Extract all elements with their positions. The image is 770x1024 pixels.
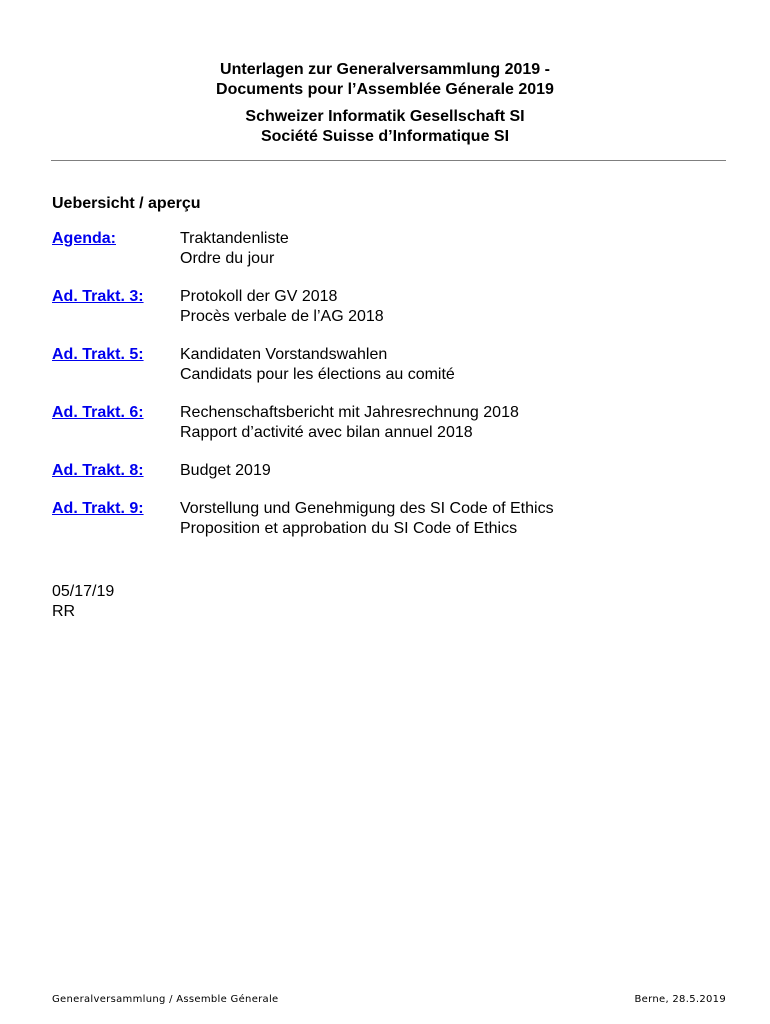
agenda-item-agenda — [52, 229, 732, 269]
document-header — [0, 60, 770, 147]
description-french: Proposition et approbation du SI Code of Ethics — [180, 520, 518, 537]
signature-date: 05/17/19 — [52, 583, 115, 600]
agenda-item-trakt-5 — [52, 345, 732, 385]
trakt-6-link[interactable]: Ad. Trakt. 6: — [52, 404, 144, 421]
agenda-list — [52, 229, 732, 557]
signature-initials: RR — [52, 603, 76, 620]
signature-block — [52, 582, 114, 622]
description-german: Rechenschaftsbericht mit Jahresrechnung 2018 — [180, 404, 519, 421]
agenda-link[interactable]: Agenda: — [52, 230, 116, 247]
overview-heading: Uebersicht / aperçu — [52, 195, 201, 212]
description-german: Budget 2019 — [180, 462, 271, 479]
title-french: Documents pour l’Assemblée Génerale 2019 — [216, 81, 554, 98]
footer-left-text: Generalversammlung / Assemble Génerale — [52, 994, 279, 1005]
organization-french: Société Suisse d’Informatique SI — [260, 128, 510, 145]
trakt-5-link[interactable]: Ad. Trakt. 5: — [52, 346, 144, 363]
agenda-item-trakt-8 — [52, 461, 732, 481]
agenda-item-trakt-3 — [52, 287, 732, 327]
agenda-item-description — [180, 229, 732, 269]
agenda-item-trakt-9 — [52, 499, 732, 539]
description-german: Traktandenliste — [180, 230, 289, 247]
agenda-item-trakt-6 — [52, 403, 732, 443]
trakt-9-link[interactable]: Ad. Trakt. 9: — [52, 500, 144, 517]
trakt-8-link[interactable]: Ad. Trakt. 8: — [52, 462, 144, 479]
agenda-item-description — [180, 345, 732, 385]
description-german: Protokoll der GV 2018 — [180, 288, 338, 305]
description-german: Vorstellung und Genehmigung des SI Code of Ethics — [180, 500, 554, 517]
description-french: Rapport d’activité avec bilan annuel 2018 — [180, 424, 473, 441]
description-french: Procès verbale de l’AG 2018 — [180, 308, 384, 325]
trakt-3-link[interactable]: Ad. Trakt. 3: — [52, 288, 144, 305]
agenda-item-description — [180, 461, 732, 481]
description-french: Candidats pour les élections au comité — [180, 366, 455, 383]
organization-german: Schweizer Informatik Gesellschaft SI — [245, 108, 525, 125]
title-german: Unterlagen zur Generalversammlung 2019 - — [220, 61, 550, 78]
agenda-item-description — [180, 403, 732, 443]
agenda-item-description — [180, 499, 732, 539]
header-divider — [51, 160, 726, 161]
description-french: Ordre du jour — [180, 250, 275, 267]
agenda-item-description — [180, 287, 732, 327]
footer-right-text: Berne, 28.5.2019 — [634, 994, 726, 1005]
description-german: Kandidaten Vorstandswahlen — [180, 346, 388, 363]
